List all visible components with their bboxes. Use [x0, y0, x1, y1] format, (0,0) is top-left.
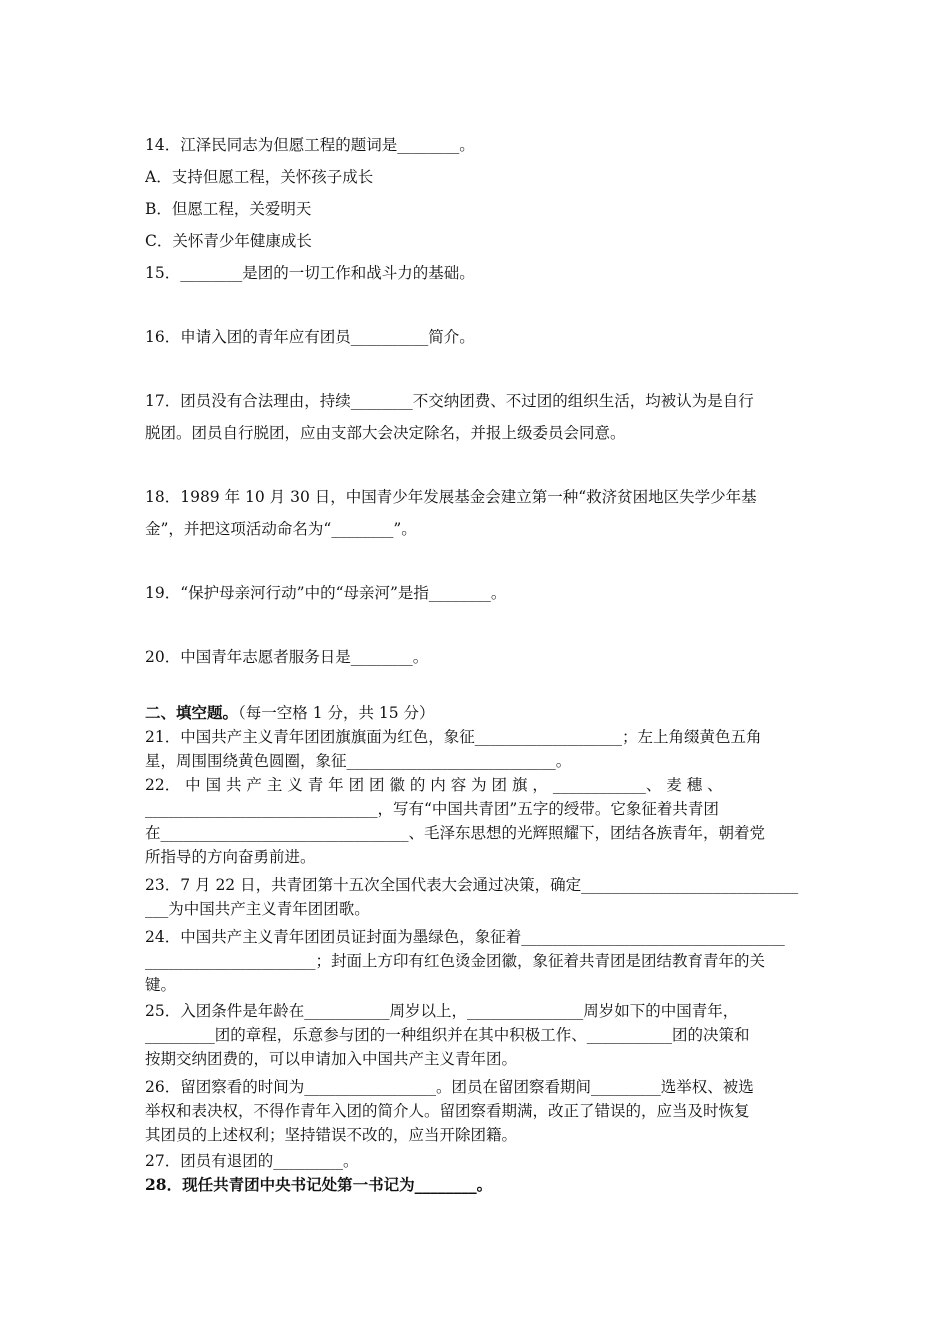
section-heading [145, 703, 815, 723]
question-stem-line: 16．申请入团的青年应有团员__________简介。 [145, 328, 475, 346]
question-line: 其团员的上述权利；坚持错误不改的，应当开除团籍。 [145, 1126, 518, 1144]
question-stem-line: 脱团。团员自行脱团，应由支部大会决定除名，并报上级委员会同意。 [145, 424, 626, 442]
question-stem-line: 17．团员没有合法理由，持续________不交纳团费、不过团的组织生活，均被认为是自行 [145, 392, 754, 410]
question-stem-line: 19．“保护母亲河行动”中的“母亲河”是指________。 [145, 584, 507, 602]
answer-option: A．支持但愿工程，关怀孩子成长 [145, 168, 374, 186]
question-line: 在________________________________、毛泽东思想的光辉照耀下，团结各族青年，朝着党 [145, 824, 766, 842]
question-line: _________团的章程，乐意参与团的一种组织并在其中积极工作、___________团的决策和 [145, 1026, 750, 1044]
question-line: 23．7 月 22 日，共青团第十五次全国代表大会通过决策，确定____________________________ [145, 876, 799, 894]
section-title: 二、填空题。 [145, 703, 239, 722]
question-stem-line: 14．江泽民同志为但愿工程的题词是________。 [145, 136, 475, 154]
question-line: 24．中国共产主义青年团团员证封面为墨绿色，象征着__________________________________ [145, 928, 785, 946]
question-line: ______________________________，写有“中国共青团”五字的绶带。它象征着共青团 [145, 800, 719, 818]
question-stem-line: 金”，并把这项活动命名为“________”。 [145, 520, 417, 538]
answer-option: C．关怀青少年健康成长 [145, 232, 312, 250]
question-line: ___为中国共产主义青年团团歌。 [145, 900, 370, 918]
question-line: 22． 中 国 共 产 主 义 青 年 团 团 徽 的 内 容 为 团 旗 ， ____________、 麦 穗 、 [145, 776, 723, 794]
question-line: 所指导的方向奋勇前进。 [145, 848, 316, 866]
question-line: 按期交纳团费的，可以申请加入中国共产主义青年团。 [145, 1050, 518, 1068]
question-line: ______________________；封面上方印有红色烫金团徽，象征着共青团是团结教育青年的关 [145, 952, 766, 970]
question-line: 21．中国共产主义青年团团旗旗面为红色，象征___________________；左上角缀黄色五角 [145, 728, 762, 746]
question-stem-line: 15．________是团的一切工作和战斗力的基础。 [145, 264, 475, 282]
question-line: 星，周围围绕黄色圆圈，象征___________________________。 [145, 752, 572, 770]
question-line: 25．入团条件是年龄在___________周岁以上，_______________周岁如下的中国青年， [145, 1002, 739, 1020]
question-stem-line: 20．中国青年志愿者服务日是________。 [145, 648, 429, 666]
question-line: 举权和表决权，不得作青年入团的简介人。留团察看期满，改正了错误的，应当及时恢复 [145, 1102, 750, 1120]
question-line: 26．留团察看的时间为_________________。团员在留团察看期间_________选举权、被选 [145, 1078, 754, 1096]
question-stem-line: 18．1989 年 10 月 30 日，中国青少年发展基金会建立第一种“救济贫困地区失学少年基 [145, 488, 757, 506]
question-line: 27．团员有退团的_________。 [145, 1152, 359, 1170]
question-line: 键。 [145, 976, 177, 994]
answer-option: B．但愿工程，关爱明天 [145, 200, 312, 218]
question-line: 28．现任共青团中央书记处第一书记为________。 [145, 1175, 493, 1194]
section-scoring-note: （每一空格 1 分，共 15 分） [238, 704, 435, 722]
